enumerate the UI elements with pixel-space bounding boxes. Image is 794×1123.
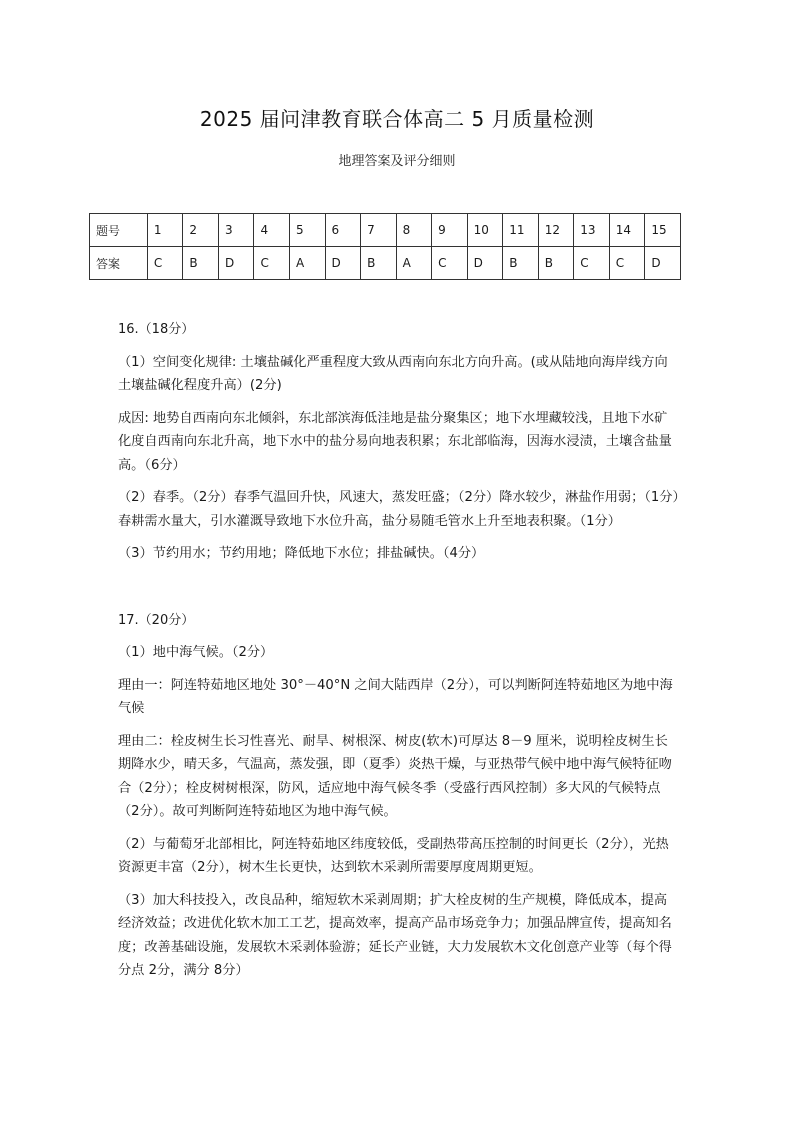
question-number-cell: 5 [290,214,326,247]
question-number-cell: 13 [574,214,610,247]
answer-cell: B [183,247,219,280]
question-16-heading: 16.（18分） [118,322,195,337]
question-16-part-1: （1）空间变化规律: 土壤盐碱化严重程度大致从西南向东北方向升高。(或从陆地向海岸线方向土壤盐碱化程度升高）(2分) [118,354,668,393]
question-number-row [90,214,681,247]
question-number-cell: 10 [467,214,503,247]
answer-cell: B [503,247,539,280]
answer-row [90,247,681,280]
answer-table [89,213,681,280]
answer-cell: D [325,247,361,280]
answer-cell: A [396,247,432,280]
answer-cell: C [432,247,468,280]
answer-cell: C [609,247,645,280]
answer-cell: C [147,247,183,280]
question-number-cell: 4 [254,214,290,247]
answer-cell: D [218,247,254,280]
answer-cell: C [254,247,290,280]
question-17-section [118,609,680,983]
answer-content [118,318,680,992]
question-17-heading: 17.（20分） [118,612,195,628]
question-number-cell: 14 [609,214,645,247]
question-number-cell: 1 [147,214,183,247]
page-title: 2025 届问津教育联合体高二 5 月质量检测 [199,107,595,131]
answer-cell: D [645,247,681,280]
question-number-cell: 15 [645,214,681,247]
question-number-cell: 11 [503,214,539,247]
question-number-cell: 3 [218,214,254,247]
question-number-cell: 6 [325,214,361,247]
question-17-reason-1: 理由一：阿连特茹地区地处 30°－40°N 之间大陆西岸（2分），可以判断阿连特茹地区为地中海气候 [118,677,673,716]
question-number-cell: 12 [538,214,574,247]
answer-cell: B [538,247,574,280]
question-16-section [118,318,680,566]
question-number-cell: 9 [432,214,468,247]
answer-cell: C [574,247,610,280]
answer-cell: B [361,247,397,280]
question-number-cell: 8 [396,214,432,247]
question-16-part-1-reasons: 成因: 地势自西南向东北倾斜，东北部滨海低洼地是盐分聚集区；地下水埋藏较浅，且地下水矿化度自西南向东北升高，地下水中的盐分易向地表积累；东北部临海，因海水浸渍，土壤含盐量高。（6分） [118,410,672,473]
question-16-part-3: （3）节约用水；节约用地；降低地下水位；排盐碱快。（4分） [118,546,485,561]
section-spacer [118,575,680,609]
question-16-part-2: （2）春季。（2分）春季气温回升快，风速大，蒸发旺盛；（2分）降水较少，淋盐作用弱；（1分）春耕需水量大，引水灌溉导致地下水位升高，盐分易随毛管水上升至地表积聚。（1分） [118,490,680,529]
question-17-part-3: （3）加大科技投入，改良品种，缩短软木采剥周期；扩大栓皮树的生产规模，降低成本，提高经济效益；改进优化软木加工工艺，提高效率，提高产品市场竞争力；加强品牌宣传，提高知名度；改善基础设施，发展软木采剥体验游；延长产业链，大力发展软木文化创意产业等（每个得分点 2分，满分 8分） [118,892,672,978]
question-number-cell: 7 [361,214,397,247]
question-17-reason-2: 理由二：栓皮树生长习性喜光、耐旱、树根深、树皮(软木)可厚达 8－9 厘米，说明栓皮树生长期降水少，晴天多，气温高，蒸发强，即（夏季）炎热干燥，与亚热带气候中地中海气候特征吻合（2分）；栓皮树树根深，防风，适应地中海气候冬季（受盛行西风控制）多大风的气候特点（2分）。故可判断阿连特茹地区为地中海气候。 [118,733,672,819]
question-17-part-2: （2）与葡萄牙北部相比，阿连特茹地区纬度较低，受副热带高压控制的时间更长（2分），光热资源更丰富（2分），树木生长更快，达到软木采剥所需要厚度周期更短。 [118,836,669,875]
question-number-cell: 2 [183,214,219,247]
answer-cell: D [467,247,503,280]
row-label-number: 题号 [90,214,148,247]
answer-cell: A [290,247,326,280]
page-subtitle: 地理答案及评分细则 [338,154,456,169]
row-label-answer: 答案 [90,247,148,280]
question-17-part-1: （1）地中海气候。（2分） [118,645,274,660]
